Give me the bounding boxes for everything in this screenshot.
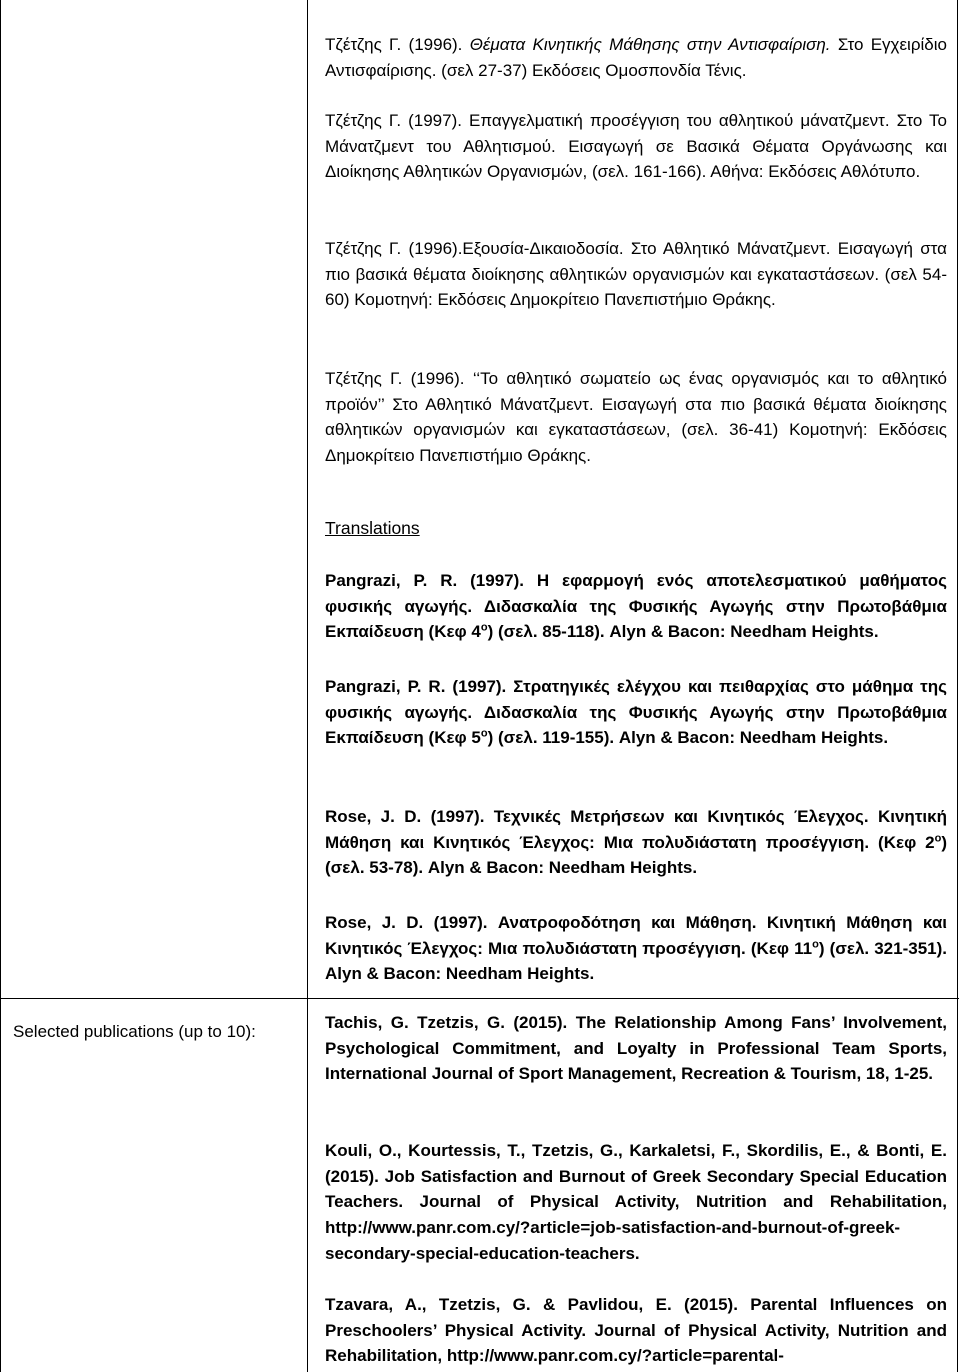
column-divider (307, 0, 308, 1372)
translation-entry: Rose, J. D. (1997). Τεχνικές Μετρήσεων και Κινητικός Έλεγχος. Κινητική Μάθηση και Κινητικός Έλεγχος: Μια πολυδιάστατη προσέγγιση. (Κεφ $2^o$) (σελ. 53-78). Alyn & Bacon: Needham Heights. (325, 807, 947, 878)
publication-entry: Tzavara, A., Tzetzis, G. & Pavlidou, E. (2015). Parental Influences on Preschoolers’ Physical Activity. Journal of Physical Activity, Nutrition and Rehabilitation, http://www.panr.com.cy/?article=parental- (325, 1295, 947, 1366)
translations-heading: Translations (325, 518, 420, 538)
publication-entry: Tachis, G. Tzetzis, G. (2015). The Relationship Among Fans’ Involvement, Psychological Commitment, and Loyalty in Professional Team Sports, International Journal of Sport Management, Recreation & Tourism, 18, 1-25. (325, 1013, 947, 1084)
translation-entry: Rose, J. D. (1997). Ανατροφοδότηση και Μάθηση. Κινητική Μάθηση και Κινητικός Έλεγχος: Μια πολυδιάστατη προσέγγιση. (Κεφ $11^o$) (σελ. 321-351). Alyn & Bacon: Needham Heights. (325, 913, 947, 984)
publication-entry: Kouli, O., Kourtessis, T., Tzetzis, G., Karkaletsi, F., Skordilis, E., & Bonti, E. (2015). Job Satisfaction and Burnout of Greek Secondary Special Education Teachers. Journal of Physical Activity, Nutrition and Rehabilitation, http://www.panr.com.cy/?article=job-satisfaction-and-burnout-of-greek-secondary-special-education-teachers. (325, 1141, 947, 1263)
reference-entry: Τζέτζης Γ. (1996). Θέματα Κινητικής Μάθησης στην Αντισφαίριση. Στο Εγχειρίδιο Αντισφαίρισης. (σελ 27-37) Εκδόσεις Ομοσπονδία Τένις. (325, 35, 947, 80)
reference-entry: Τζέτζης Γ. (1997). Επαγγελματική προσέγγιση του αθλητικού μάνατζμεντ. Στο Το Μάνατζμεντ του Αθλητισμού. Εισαγωγή σε Βασικά Θέματα Οργάνωσης και Διοίκησης Αθλητικών Οργανισμών, (σελ. 161-166). Αθήνα: Εκδόσεις Αθλότυπο. (325, 111, 947, 182)
row-divider (1, 998, 959, 999)
reference-entry: Τζέτζης Γ. (1996).Εξουσία-Δικαιοδοσία. Στο Αθλητικό Μάνατζμεντ. Εισαγωγή στα πιο βασικά θέματα διοίκησης αθλητικών οργανισμών και εγκαταστάσεων. (σελ 54-60) Κομοτηνή: Εκδόσεις Δημοκρίτειο Πανεπιστήμιο Θράκης. (325, 239, 947, 310)
translation-entry: Pangrazi, P. R. (1997). Στρατηγικές ελέγχου και πειθαρχίας στο μάθημα της φυσικής αγωγής. Διδασκαλία της Φυσικής Αγωγής στην Πρωτοβάθμια Εκπαίδευση (Κεφ $5^o$) (σελ. 119-155). Alyn & Bacon: Needham Heights. (325, 677, 947, 748)
reference-entry: Τζέτζης Γ. (1996). ‘‘Το αθλητικό σωματείο ως ένας οργανισμός και το αθλητικό προϊόν’’ Στο Αθλητικό Μάνατζμεντ. Εισαγωγή στα πιο βασικά θέματα διοίκησης αθλητικών οργανισμών και εγκαταστάσεων, (σελ. 36-41) Κομοτηνή: Εκδόσεις Δημοκρίτειο Πανεπιστήμιο Θράκης. (325, 369, 947, 466)
translation-entry: Pangrazi, P. R. (1997). Η εφαρμογή ενός αποτελεσματικού μαθήματος φυσικής αγωγής. Διδασκαλία της Φυσικής Αγωγής στην Πρωτοβάθμια Εκπαίδευση (Κεφ $4^o$) (σελ. 85-118). Alyn & Bacon: Needham Heights. (325, 571, 947, 642)
selected-publications-label: Selected publications (up to 10): (13, 1022, 256, 1041)
